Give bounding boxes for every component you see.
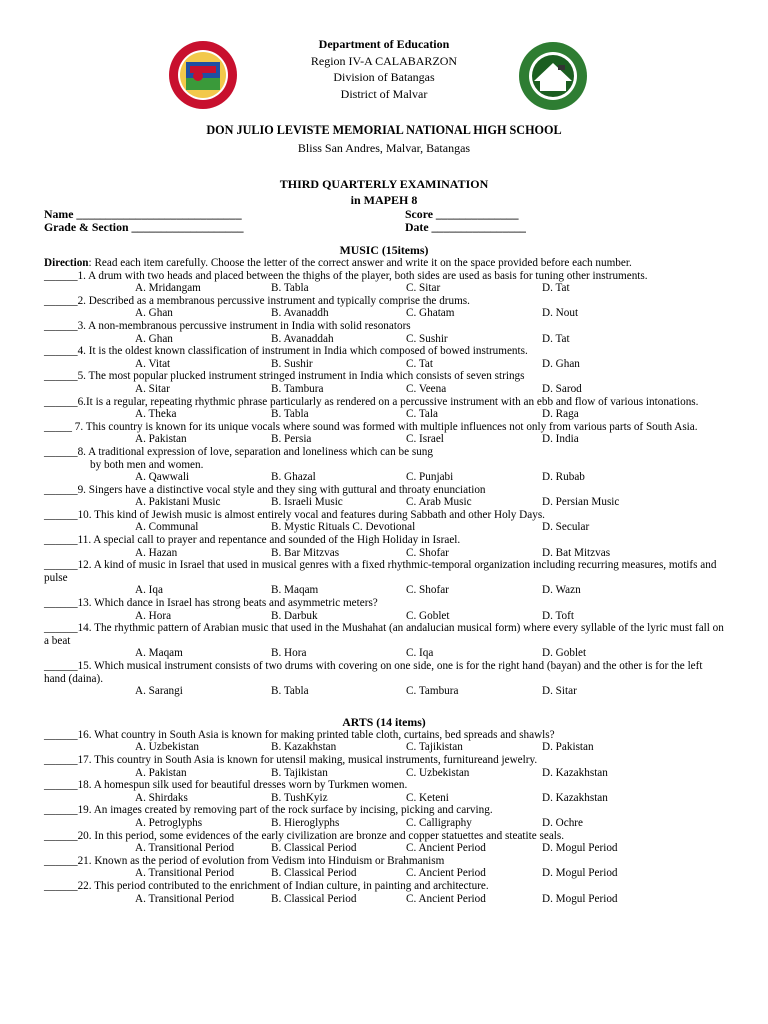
choice-option: C. Sushir: [406, 332, 448, 345]
choice-option: C. Ghatam: [406, 307, 455, 320]
choice-option: A. Transitional Period: [135, 842, 235, 855]
choice-option: D. Tat: [542, 282, 570, 295]
choices-row: [44, 842, 724, 855]
choice-option: D. Mogul Period: [542, 892, 618, 905]
choice-option: B. Kazakhstan: [271, 741, 337, 754]
choice-option: B. Tajikistan: [271, 766, 328, 779]
choice-option: A. Qawwali: [135, 471, 190, 484]
question-text: ______1. A drum with two heads and placed between the thighs of the player, both sides are used as basis for tuning other instruments.: [44, 269, 648, 282]
choice-option: C. Arab Music: [406, 496, 472, 509]
choice-option: C. Tala: [406, 408, 438, 421]
department: Department of Education: [318, 37, 450, 51]
choice-option: B. Tambura: [271, 382, 324, 395]
choices-row: [44, 817, 724, 830]
question-text: ______11. A special call to prayer and repentance and sounded of the High Holiday in Israel.: [44, 534, 461, 547]
choices-row: [44, 433, 724, 446]
question-text: ______8. A traditional expression of love, separation and loneliness which can be sung: [44, 445, 433, 458]
choice-option: C. Ancient Period: [406, 842, 486, 855]
choice-option: B. Classical Period: [271, 867, 357, 880]
choice-option: D. Kazakhstan: [542, 791, 608, 804]
choice-option: B. Israeli Music: [271, 496, 343, 509]
choices-row: [44, 685, 724, 698]
choice-option: A. Ghan: [135, 307, 173, 320]
music-items: [44, 270, 724, 698]
directions: [44, 257, 724, 270]
question-text: ______4. It is the oldest known classification of instrument in India which composed of bowed instruments.: [44, 345, 528, 358]
choice-option: A. Hazan: [135, 546, 178, 559]
question-text: ______10. This kind of Jewish music is almost entirely vocal and features during Sabbath and other Holy Days.: [44, 508, 545, 521]
choice-option: D. Sitar: [542, 685, 577, 698]
student-fields: [44, 208, 724, 233]
choices-row: [44, 408, 724, 421]
question-text: ______13. Which dance in Israel has strong beats and asymmetric meters?: [44, 597, 378, 610]
choice-option: D. India: [542, 433, 579, 446]
choices-row: [44, 647, 724, 660]
school-name: DON JULIO LEVISTE MEMORIAL NATIONAL HIGH SCHOOL: [206, 123, 562, 137]
region: Region IV-A CALABARZON: [310, 53, 458, 68]
choice-option: A. Sarangi: [135, 685, 183, 698]
choice-option: B. Hieroglyphs: [271, 816, 340, 829]
direction-label: Direction: [44, 257, 89, 269]
choice-option: A. Transitional Period: [135, 867, 235, 880]
choice-option: D. Raga: [542, 408, 579, 421]
question-text: ______19. An images created by removing part of the rock surface by incising, picking and carving.: [44, 804, 493, 817]
question-text: _____ 7. This country is known for its unique vocals where sound was formed with multiple influences not only from various parts of South Asia.: [44, 420, 698, 433]
choices-row: [44, 792, 724, 805]
choice-option: D. Nout: [542, 307, 579, 320]
direction-text: : Read each item carefully. Choose the letter of the correct answer and write it on the space provided before each number.: [88, 257, 632, 269]
choice-option: B. Avanaddah: [271, 332, 334, 345]
choices-row: [44, 584, 724, 597]
choice-option: B. Tabla: [271, 408, 309, 421]
choice-option: D. Sarod: [542, 382, 582, 395]
choice-option: D. Goblet: [542, 647, 587, 660]
choice-option: B. Avanaddh: [271, 307, 329, 320]
choice-option: A. Ghan: [135, 332, 173, 345]
choice-option: A. Pakistani Music: [135, 496, 221, 509]
question-text: ______12. A kind of music in Israel that used in musical genres with a fixed rhythmic-temporal organization including recurring measures, motifs and pulse: [44, 559, 717, 584]
name-field[interactable]: Name ____________________________: [44, 207, 242, 221]
choice-option: C. Tat: [406, 357, 433, 370]
exam-title: [0, 176, 768, 208]
choice-option: B. Classical Period: [271, 892, 357, 905]
choice-option: D. Wazn: [542, 584, 581, 597]
choice-option: D. Toft: [542, 609, 574, 622]
score-field[interactable]: Score ______________: [405, 207, 519, 221]
header: [0, 38, 768, 104]
school-address: Bliss San Andres, Malvar, Batangas: [297, 141, 471, 155]
exam-subject: in MAPEH 8: [350, 193, 418, 207]
question-text: ______3. A non-membranous percussive instrument in India with solid resonators: [44, 319, 411, 332]
choices-row: [44, 893, 724, 906]
question-text: ______20. In this period, some evidences of the early civilization are bronze and copper statuettes and steatite seals.: [44, 829, 565, 842]
choice-option: D. Bat Mitzvas: [542, 546, 611, 559]
choice-option: C. Iqa: [406, 647, 434, 660]
date-field[interactable]: Date ________________: [405, 219, 526, 234]
question-text: ______9. Singers have a distinctive vocal style and they sing with guttural and throaty enunciation: [44, 483, 486, 496]
choice-option: D. Pakistan: [542, 741, 594, 754]
choices-row: [44, 521, 724, 534]
choice-option: A. Petroglyphs: [135, 816, 203, 829]
music-section-title: MUSIC (15items): [339, 243, 429, 257]
choice-option: D. Mogul Period: [542, 842, 618, 855]
choice-option: A. Theka: [135, 408, 177, 421]
choice-option: D. Tat: [542, 332, 570, 345]
question-text: ______17. This country in South Asia is known for utensil making, musical instruments, furnitureand jewelry.: [44, 753, 538, 766]
choice-option: D. Kazakhstan: [542, 766, 608, 779]
choice-option: B. Ghazal: [271, 471, 316, 484]
question-text: ______21. Known as the period of evolution from Vedism into Hinduism or Brahmanism: [44, 854, 445, 867]
choices-row: [44, 741, 724, 754]
choice-option: D. Ghan: [542, 357, 580, 370]
choice-option: A. Shirdaks: [135, 791, 188, 804]
choice-option: B. Bar Mitzvas: [271, 546, 340, 559]
choices-row: [44, 610, 724, 623]
choice-option: A. Iqa: [135, 584, 163, 597]
question-text: ______2. Described as a membranous percussive instrument and typically comprise the drums.: [44, 294, 470, 307]
question-text: ______15. Which musical instrument consists of two drums with covering on one side, one is for the right hand (bayan) and the other is for the left hand (daina).: [44, 660, 703, 685]
choice-option: C. Punjabi: [406, 471, 454, 484]
choice-option: B. Tabla: [271, 685, 309, 698]
choice-option: A. Maqam: [135, 647, 183, 660]
choice-option: A. Sitar: [135, 382, 170, 395]
exam-name: THIRD QUARTERLY EXAMINATION: [279, 177, 489, 191]
question-text-continued: by both men and women.: [90, 458, 204, 471]
question-text: ______16. What country in South Asia is known for making printed table cloth, curtains, bed spreads and shawls?: [44, 728, 555, 741]
grade-section-field[interactable]: Grade & Section ___________________: [44, 219, 244, 234]
choice-option: B. Sushir: [271, 357, 313, 370]
choice-option: D. Persian Music: [542, 496, 620, 509]
choices-row: [44, 333, 724, 346]
choice-option: C. Tambura: [406, 685, 459, 698]
choice-option: B. TushKyiz: [271, 791, 328, 804]
choice-option: A. Mridangam: [135, 282, 201, 295]
choice-option: A. Pakistan: [135, 433, 187, 446]
choice-option: B. Classical Period: [271, 842, 357, 855]
question-text: ______6.It is a regular, repeating rhythmic phrase particularly as rendered on a percussive instrument with an ebb and flow of various intonations.: [44, 395, 699, 408]
choices-row: [44, 383, 724, 396]
choices-row: [44, 358, 724, 371]
choice-option: D. Secular: [542, 521, 590, 534]
choice-option: C. Sitar: [406, 282, 441, 295]
choice-option: C. Veena: [406, 382, 447, 395]
question-text: ______5. The most popular plucked instrument stringed instrument in India which consists of seven strings: [44, 370, 525, 383]
choice-option: A. Hora: [135, 609, 172, 622]
choice-option: C. Shofar: [406, 546, 449, 559]
choice-option: C. Israel: [406, 433, 444, 446]
choice-option: C. Tajikistan: [406, 741, 463, 754]
question-text: ______18. A homespun silk used for beautiful dresses worn by Turkmen women.: [44, 779, 408, 792]
division: Division of Batangas: [333, 70, 435, 84]
choice-option: A. Uzbekistan: [135, 741, 200, 754]
choice-option: B. Maqam: [271, 584, 319, 597]
choice-option: D. Mogul Period: [542, 867, 618, 880]
choice-option: C. Uzbekistan: [406, 766, 470, 779]
choice-option: A. Communal: [135, 521, 199, 534]
choice-option: B. Darbuk: [271, 609, 318, 622]
choice-option: C. Goblet: [406, 609, 450, 622]
choice-option: A. Transitional Period: [135, 892, 235, 905]
choice-option: C. Shofar: [406, 584, 449, 597]
choice-option: A. Vitat: [135, 357, 171, 370]
question-text: ______22. This period contributed to the enrichment of Indian culture, in painting and architecture.: [44, 879, 489, 892]
choice-option: B. Persia: [271, 433, 312, 446]
arts-items: [44, 729, 724, 905]
choice-option: B. Tabla: [271, 282, 309, 295]
choice-option: B. Mystic Rituals C. Devotional: [271, 521, 416, 534]
district: District of Malvar: [340, 86, 428, 101]
choice-option: D. Ochre: [542, 816, 584, 829]
choice-option: A. Pakistan: [135, 766, 187, 779]
question-text: ______14. The rhythmic pattern of Arabian music that used in the Mushahat (an andalucian musical form) where every syllable of the lyric must fall on a beat: [44, 622, 724, 647]
choices-row: [44, 282, 724, 295]
choices-row: [44, 867, 724, 880]
arts-section-title: ARTS (14 items): [342, 714, 426, 729]
choices-row: [44, 496, 724, 509]
choice-option: C. Ancient Period: [406, 867, 486, 880]
choice-option: D. Rubab: [542, 471, 585, 484]
choice-option: C. Keteni: [406, 791, 449, 804]
choices-row: [44, 307, 724, 320]
choices-row: [44, 547, 724, 560]
choices-row: [44, 767, 724, 780]
exam-content: [44, 244, 724, 905]
choices-row: [44, 471, 724, 484]
choice-option: C. Ancient Period: [406, 892, 486, 905]
choice-option: C. Calligraphy: [406, 816, 472, 829]
choice-option: B. Hora: [271, 647, 307, 660]
